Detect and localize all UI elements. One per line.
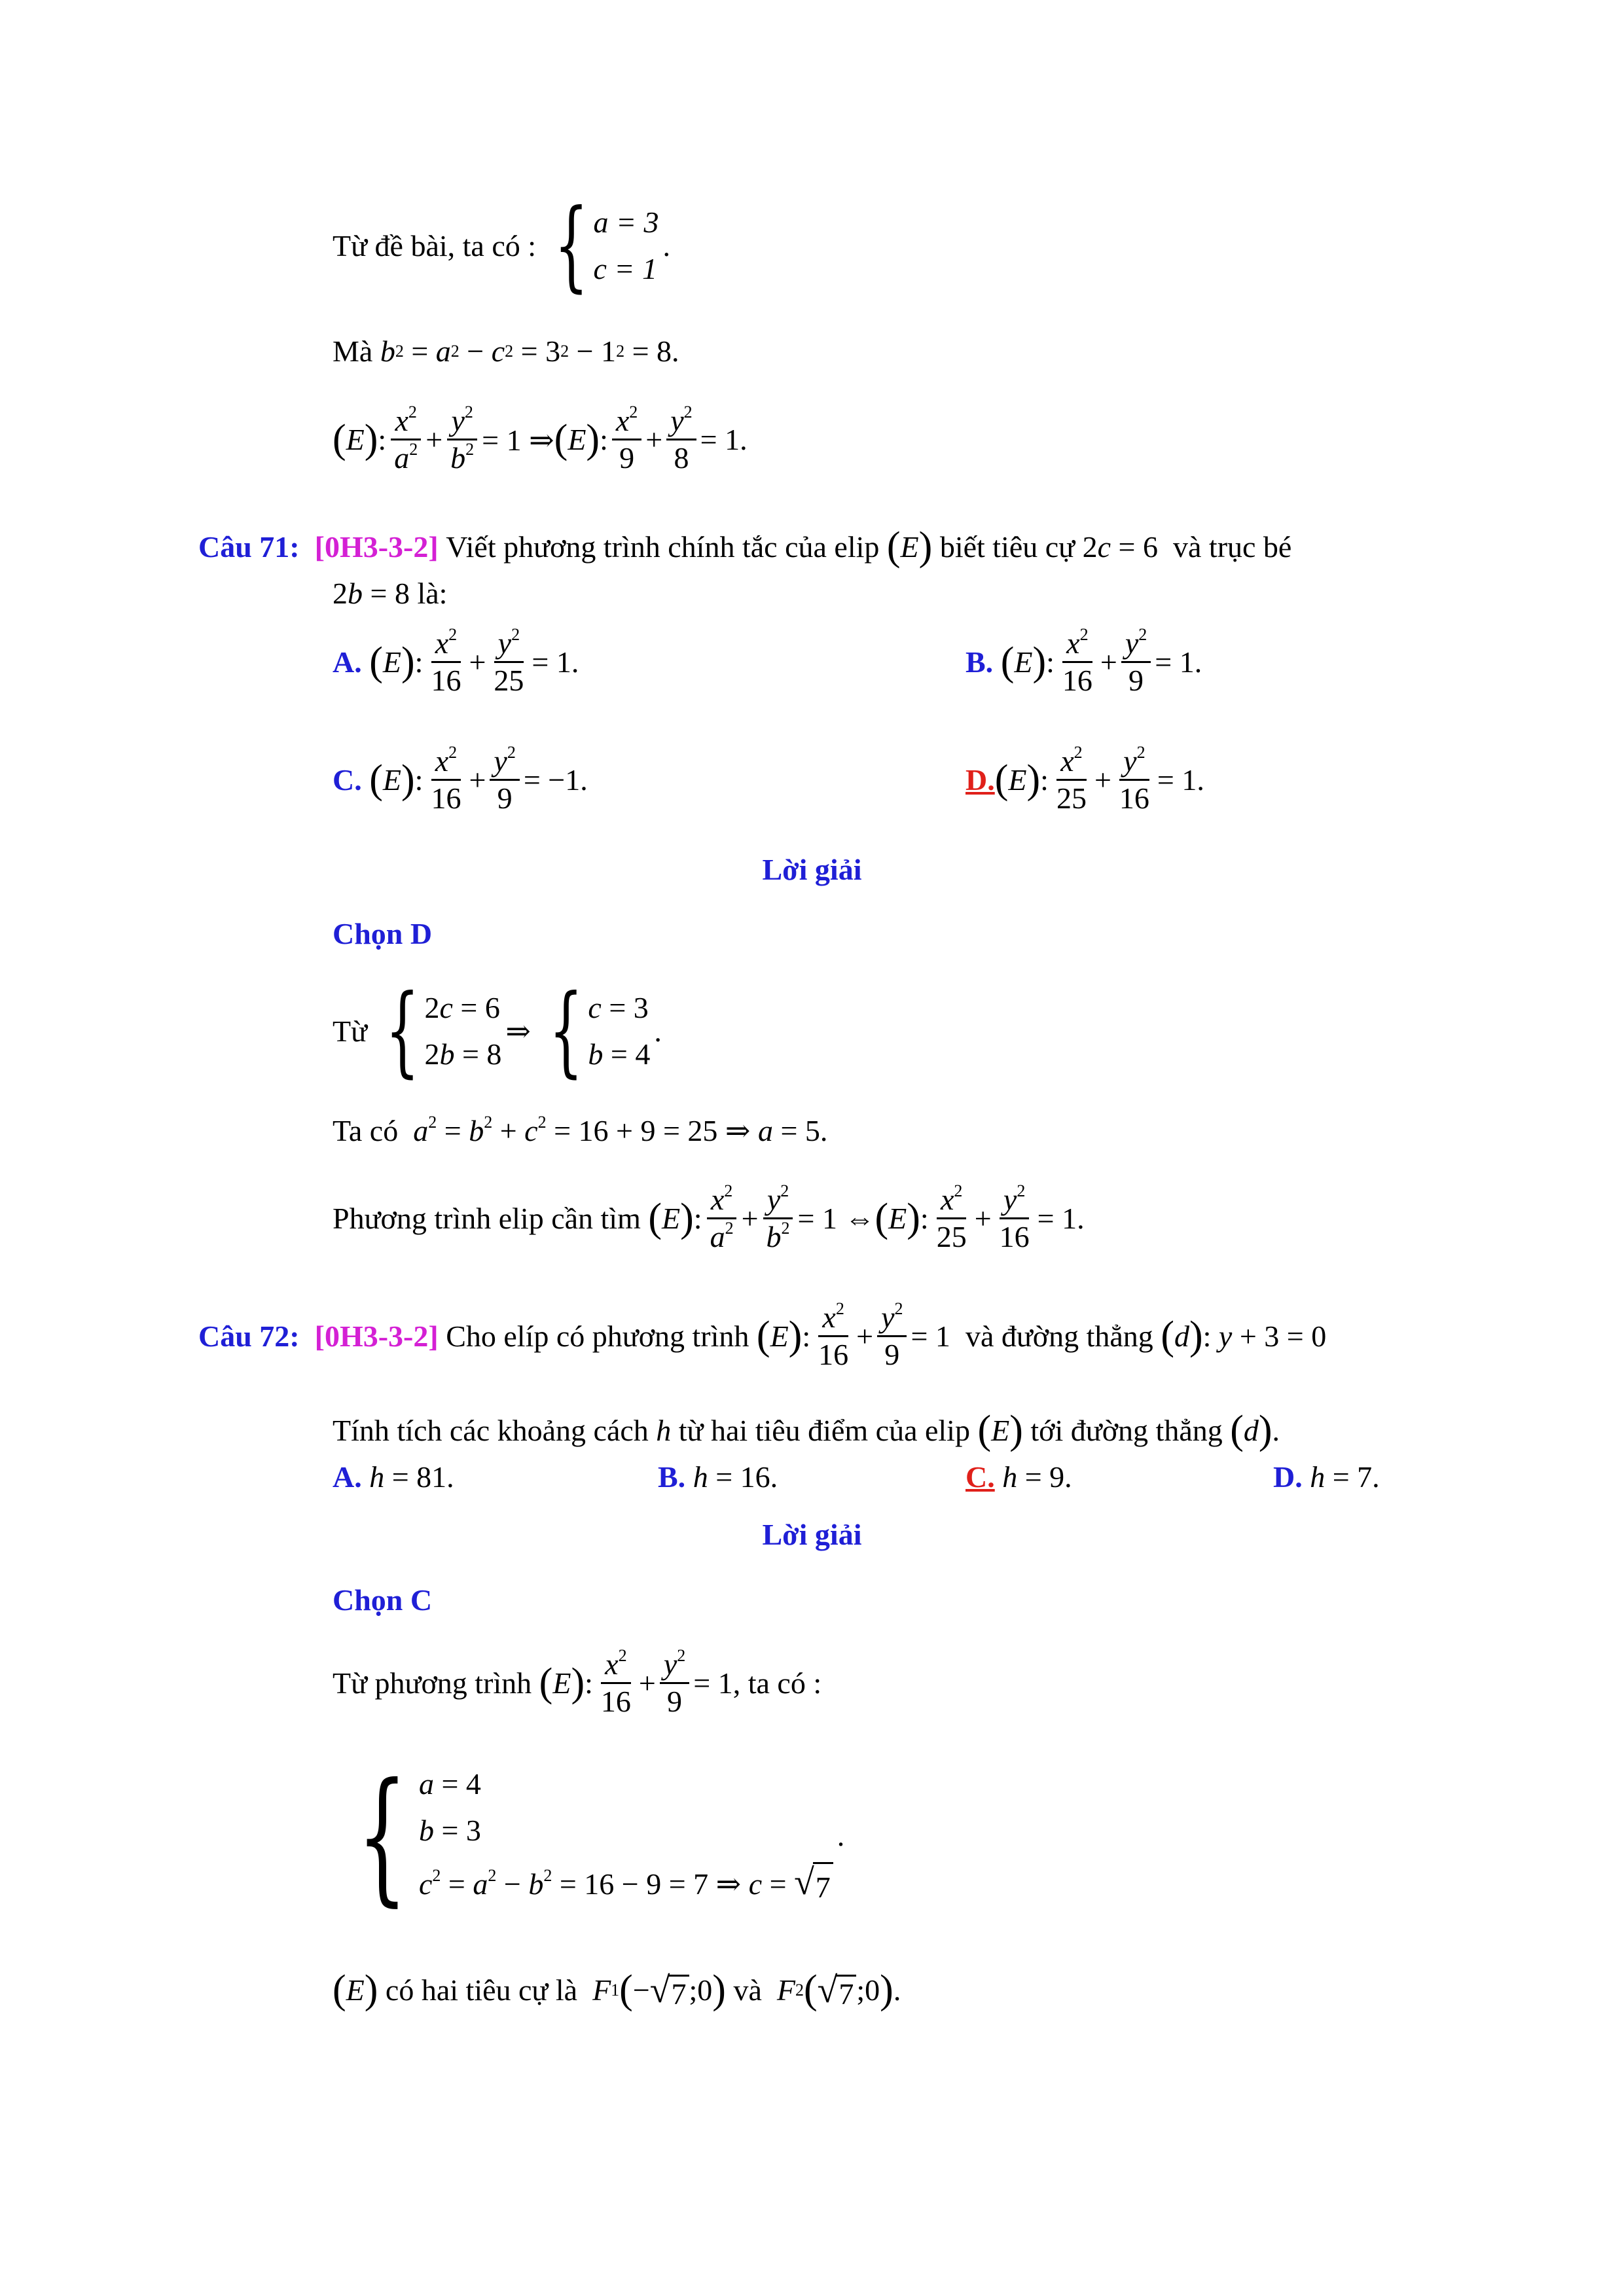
q71-step-3-prefix: Phương trình elip cần tìm xyxy=(333,1202,641,1235)
intro-line-3: ( E ) : $\frac{x^2}{a^2}$ + $\frac{y^2}{b^2}$ = 1 ⇒ ( E ) : $\frac{x^2}{9}$ + $\frac{y^2}{8}$ = 1. xyxy=(333,403,748,475)
q72-step-1-prefix: Từ phương trình xyxy=(333,1666,532,1700)
q71-option-a: A. ( E ) : $\frac{x^2}{16}$ + $\frac{y^2}{25}$ = 1. xyxy=(333,625,579,697)
q71-option-b-letter: B. xyxy=(965,645,994,679)
q72-option-b-letter: B. xyxy=(658,1460,686,1494)
q71-option-a-letter: A. xyxy=(333,645,362,679)
system-brace: { 2c = 6 2b = 8 xyxy=(385,974,502,1088)
q72-header: Câu 72: [0H3-3-2] Cho elíp có phương trình ( E ) : $\frac{x^2}{16}$ + $\frac{y^2}{9}$ = 1 và đường thẳng ( d ) : y + 3 = 0 xyxy=(198,1299,1327,1371)
q72-option-c: C. h = 9. xyxy=(965,1460,1072,1494)
q71-option-c: C. ( E ) : $\frac{x^2}{16}$ + $\frac{y^2}{9}$ = −1. xyxy=(333,743,588,815)
q71-step-2: Ta có $a^2 = b^2 + c^2 = 16 + 9 = 25$ ⇒ a = 5. xyxy=(333,1113,828,1147)
q71-step-1-prefix: Từ xyxy=(333,1014,368,1048)
q72-text: Cho elíp có phương trình xyxy=(446,1319,749,1353)
q72-step-3-and: và xyxy=(733,1973,762,2007)
q72-step-3: ( E ) có hai tiêu cự là F 1 ( − √ 7 ;0 ) và F 2 ( √ 7 ;0 ) . xyxy=(333,1967,901,2012)
q72-option-d-letter: D. xyxy=(1273,1460,1303,1494)
q72-step-1-suffix: , ta có : xyxy=(732,1666,822,1700)
q71-option-d: D. ( E ) : $\frac{x^2}{25}$ + $\frac{y^2}{16}$ = 1. xyxy=(965,743,1204,815)
q71-solution-title: Lời giải xyxy=(762,853,862,886)
system-brace: { a = 4 b = 3 $c^2 = a^2 - b^2 = 16 - 9 = 7$ ⇒ c = √ 7 xyxy=(336,1761,833,1910)
q71-header: Câu 71: [0H3-3-2] Viết phương trình chính tắc của elip ( E ) biết tiêu cự 2c = 6 và trục bé xyxy=(198,524,1292,569)
q71-option-c-letter: C. xyxy=(333,763,362,797)
q71-label: Câu 71: xyxy=(198,530,300,564)
q72-code: [0H3-3-2] xyxy=(314,1319,439,1353)
sys-c: c = 1 xyxy=(593,252,657,285)
q72-option-c-letter: C. xyxy=(965,1460,995,1494)
q72-option-a-letter: A. xyxy=(333,1460,362,1494)
q71-step-1: Từ { 2c = 6 2b = 8 ⇒ { c = 3 b = 4 . xyxy=(333,974,662,1088)
q71-option-d-letter: D. xyxy=(965,763,995,797)
sys-a: a = 3 xyxy=(593,205,659,239)
q72-answer: Chọn C xyxy=(333,1583,433,1617)
q72-option-b: B. h = 16. xyxy=(658,1460,778,1494)
system-brace: { a = 3 c = 1 xyxy=(554,188,659,302)
q72-option-d: D. h = 7. xyxy=(1273,1460,1380,1494)
q72-label: Câu 72: xyxy=(198,1319,300,1353)
q72-step-1: Từ phương trình ( E ) : $\frac{x^2}{16}$ + $\frac{y^2}{9}$ = 1 , ta có : xyxy=(333,1646,822,1718)
q71-answer: Chọn D xyxy=(333,917,433,950)
q72-option-a: A. h = 81. xyxy=(333,1460,454,1494)
q72-step-3-prefix: có hai tiêu cự là xyxy=(385,1973,578,2007)
q72-step-2: { a = 4 b = 3 $c^2 = a^2 - b^2 = 16 - 9 = 7$ ⇒ c = √ 7 . xyxy=(333,1761,844,1910)
q71-step-3: Phương trình elip cần tìm ( E ) : $\frac{x^2}{a^2}$ + $\frac{y^2}{b^2}$ = 1 ⇔ ( E ) : $\frac{x^2}{25}$ + $\frac{y^2}{16}$ = 1. xyxy=(333,1181,1085,1253)
q71-header-2: 2b = 8 là: xyxy=(333,577,448,610)
q72-solution-title: Lời giải xyxy=(762,1518,862,1551)
intro-text-2: Mà xyxy=(333,334,373,368)
q72-header-2: Tính tích các khoảng cách h từ hai tiêu điểm của elip ( E ) tới đường thẳng ( d ) . xyxy=(333,1408,1280,1452)
intro-line-1: Từ đề bài, ta có : { a = 3 c = 1 . xyxy=(333,188,671,302)
intro-text: Từ đề bài, ta có : xyxy=(333,228,537,262)
intro-line-2: Mà b 2 = a 2 − c 2 = 3 2 − 1 2 = 8. xyxy=(333,334,679,368)
system-brace: { c = 3 b = 4 xyxy=(549,974,651,1088)
q71-code: [0H3-3-2] xyxy=(314,530,439,564)
q71-option-b: B. ( E ) : $\frac{x^2}{16}$ + $\frac{y^2}{9}$ = 1. xyxy=(965,625,1202,697)
q72-text-mid: và đường thẳng xyxy=(965,1319,1153,1353)
